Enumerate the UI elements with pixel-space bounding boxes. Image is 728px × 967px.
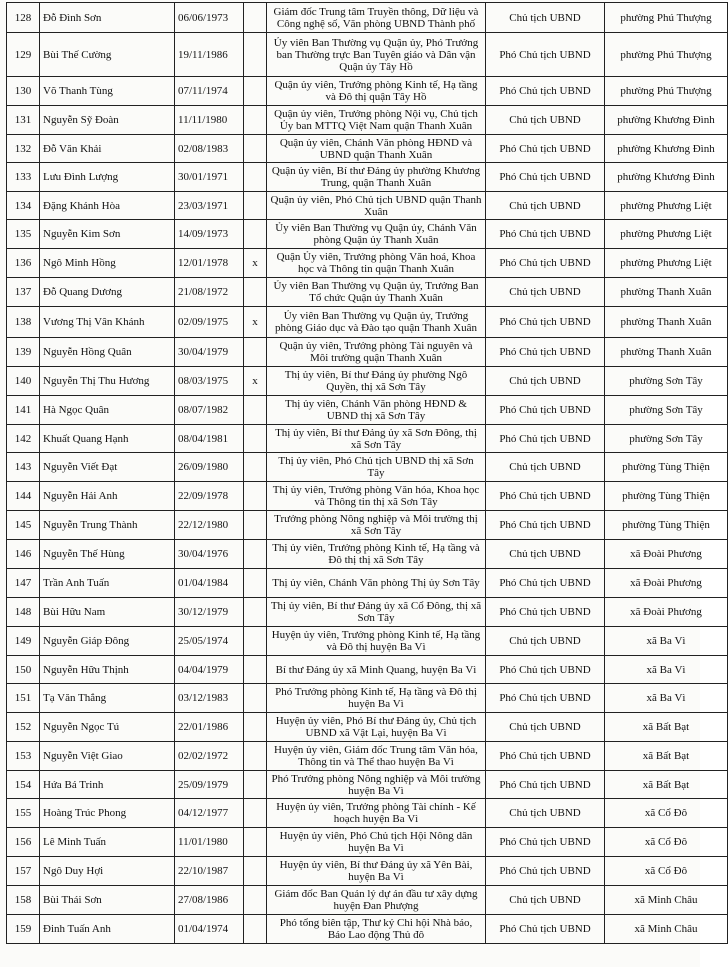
new-role-cell: Phó Chủ tịch UBND [486, 569, 605, 598]
new-unit-cell: xã Cổ Đô [605, 828, 728, 857]
new-role-cell: Chủ tịch UBND [486, 278, 605, 307]
current-position-cell: Ủy viên Ban Thường vụ Quận ủy, Chánh Văn phòng Quận ủy Thanh Xuân [267, 220, 486, 249]
female-mark-cell: x [244, 307, 267, 338]
current-position-cell: Huyện ủy viên, Trưởng phòng Kinh tế, Hạ tầng và Đô thị huyện Ba Vì [267, 627, 486, 656]
table-row [7, 135, 728, 163]
row-number-cell: 156 [7, 828, 40, 857]
female-mark-cell [244, 425, 267, 453]
row-number-cell: 152 [7, 713, 40, 742]
new-role-cell: Chủ tịch UBND [486, 713, 605, 742]
new-role-cell: Phó Chủ tịch UBND [486, 33, 605, 77]
row-number-cell: 145 [7, 511, 40, 540]
female-mark-cell [244, 540, 267, 569]
name-cell: Lưu Đình Lượng [40, 163, 175, 192]
new-role-cell: Chủ tịch UBND [486, 799, 605, 828]
new-role-cell: Phó Chủ tịch UBND [486, 511, 605, 540]
current-position-cell: Thị ủy viên, Bí thư Đảng ủy xã Cổ Đông, thị xã Sơn Tây [267, 598, 486, 627]
table-row [7, 3, 728, 33]
row-number-cell: 135 [7, 220, 40, 249]
birth-date-cell: 02/02/1972 [175, 742, 244, 771]
row-number-cell: 139 [7, 338, 40, 367]
table-row [7, 220, 728, 249]
new-unit-cell: xã Đoài Phương [605, 540, 728, 569]
table-row [7, 799, 728, 828]
new-role-cell: Chủ tịch UBND [486, 453, 605, 482]
name-cell: Bùi Hữu Nam [40, 598, 175, 627]
current-position-cell: Quận ủy viên, Chánh Văn phòng HĐND và UBND quận Thanh Xuân [267, 135, 486, 163]
female-mark-cell [244, 453, 267, 482]
female-mark-cell [244, 656, 267, 684]
table-row [7, 338, 728, 367]
birth-date-cell: 08/03/1975 [175, 367, 244, 396]
birth-date-cell: 30/04/1976 [175, 540, 244, 569]
current-position-cell: Giám đốc Ban Quản lý dự án đầu tư xây dựng huyện Đan Phượng [267, 886, 486, 915]
row-number-cell: 134 [7, 192, 40, 220]
female-mark-cell [244, 857, 267, 886]
new-unit-cell: phường Sơn Tây [605, 367, 728, 396]
current-position-cell: Quận ủy viên, Trưởng phòng Tài nguyên và Môi trường quận Thanh Xuân [267, 338, 486, 367]
new-unit-cell: xã Bất Bạt [605, 713, 728, 742]
table-row [7, 453, 728, 482]
name-cell: Đặng Khánh Hòa [40, 192, 175, 220]
row-number-cell: 154 [7, 771, 40, 799]
birth-date-cell: 21/08/1972 [175, 278, 244, 307]
current-position-cell: Huyện ủy viên, Trưởng phòng Tài chính - Kế hoạch huyện Ba Vì [267, 799, 486, 828]
birth-date-cell: 25/05/1974 [175, 627, 244, 656]
new-role-cell: Chủ tịch UBND [486, 367, 605, 396]
female-mark-cell [244, 338, 267, 367]
row-number-cell: 136 [7, 249, 40, 278]
female-mark-cell [244, 135, 267, 163]
female-mark-cell [244, 482, 267, 511]
current-position-cell: Thị ủy viên, Bí thư Đảng ủy xã Sơn Đông, thị xã Sơn Tây [267, 425, 486, 453]
row-number-cell: 159 [7, 915, 40, 944]
birth-date-cell: 02/09/1975 [175, 307, 244, 338]
current-position-cell: Thị ủy viên, Bí thư Đảng ủy phường Ngô Quyền, thị xã Sơn Tây [267, 367, 486, 396]
birth-date-cell: 23/03/1971 [175, 192, 244, 220]
female-mark-cell [244, 396, 267, 425]
table-row [7, 307, 728, 338]
current-position-cell: Phó Trưởng phòng Kinh tế, Hạ tầng và Đô thị huyện Ba Vì [267, 684, 486, 713]
new-role-cell: Chủ tịch UBND [486, 627, 605, 656]
current-position-cell: Huyện ủy viên, Phó Bí thư Đảng ủy, Chủ tịch UBND xã Vật Lại, huyện Ba Vì [267, 713, 486, 742]
name-cell: Đỗ Văn Khải [40, 135, 175, 163]
female-mark-cell [244, 915, 267, 944]
name-cell: Đỗ Đình Sơn [40, 3, 175, 33]
name-cell: Hứa Bá Trinh [40, 771, 175, 799]
birth-date-cell: 19/11/1986 [175, 33, 244, 77]
table-row [7, 771, 728, 799]
female-mark-cell [244, 598, 267, 627]
table-row [7, 163, 728, 192]
new-role-cell: Phó Chủ tịch UBND [486, 396, 605, 425]
new-unit-cell: phường Thanh Xuân [605, 278, 728, 307]
table-row [7, 367, 728, 396]
table-row [7, 886, 728, 915]
birth-date-cell: 01/04/1974 [175, 915, 244, 944]
row-number-cell: 138 [7, 307, 40, 338]
row-number-cell: 140 [7, 367, 40, 396]
birth-date-cell: 22/09/1978 [175, 482, 244, 511]
new-unit-cell: xã Đoài Phương [605, 569, 728, 598]
current-position-cell: Quận ủy viên, Trưởng phòng Kinh tế, Hạ tầng và Đô thị quận Tây Hồ [267, 77, 486, 106]
name-cell: Bùi Thái Sơn [40, 886, 175, 915]
new-unit-cell: phường Phương Liệt [605, 249, 728, 278]
birth-date-cell: 30/01/1971 [175, 163, 244, 192]
row-number-cell: 151 [7, 684, 40, 713]
new-role-cell: Phó Chủ tịch UBND [486, 656, 605, 684]
row-number-cell: 153 [7, 742, 40, 771]
name-cell: Võ Thanh Tùng [40, 77, 175, 106]
female-mark-cell [244, 742, 267, 771]
birth-date-cell: 22/01/1986 [175, 713, 244, 742]
table-row [7, 828, 728, 857]
row-number-cell: 149 [7, 627, 40, 656]
new-role-cell: Phó Chủ tịch UBND [486, 307, 605, 338]
row-number-cell: 158 [7, 886, 40, 915]
name-cell: Nguyễn Viết Đạt [40, 453, 175, 482]
new-unit-cell: xã Ba Vì [605, 656, 728, 684]
new-role-cell: Chủ tịch UBND [486, 886, 605, 915]
new-unit-cell: xã Cổ Đô [605, 857, 728, 886]
female-mark-cell [244, 106, 267, 135]
name-cell: Tạ Văn Thắng [40, 684, 175, 713]
row-number-cell: 147 [7, 569, 40, 598]
table-row [7, 482, 728, 511]
row-number-cell: 131 [7, 106, 40, 135]
table-row [7, 915, 728, 944]
new-unit-cell: phường Khương Đình [605, 106, 728, 135]
birth-date-cell: 12/01/1978 [175, 249, 244, 278]
new-unit-cell: xã Bất Bạt [605, 742, 728, 771]
female-mark-cell [244, 3, 267, 33]
new-role-cell: Phó Chủ tịch UBND [486, 220, 605, 249]
female-mark-cell [244, 163, 267, 192]
current-position-cell: Thị ủy viên, Phó Chủ tịch UBND thị xã Sơn Tây [267, 453, 486, 482]
table-row [7, 569, 728, 598]
row-number-cell: 129 [7, 33, 40, 77]
table-row [7, 598, 728, 627]
birth-date-cell: 25/09/1979 [175, 771, 244, 799]
current-position-cell: Quận Ủy viên, Trưởng phòng Văn hoá, Khoa học và Thông tin quận Thanh Xuân [267, 249, 486, 278]
row-number-cell: 150 [7, 656, 40, 684]
table-body [7, 3, 728, 944]
name-cell: Nguyễn Giáp Đông [40, 627, 175, 656]
name-cell: Đinh Tuấn Anh [40, 915, 175, 944]
current-position-cell: Ủy viên Ban Thường vụ Quận ủy, Trưởng Ban Tổ chức Quận ủy Thanh Xuân [267, 278, 486, 307]
birth-date-cell: 08/04/1981 [175, 425, 244, 453]
new-unit-cell: phường Tùng Thiện [605, 453, 728, 482]
new-role-cell: Phó Chủ tịch UBND [486, 684, 605, 713]
name-cell: Trần Anh Tuấn [40, 569, 175, 598]
table-row [7, 106, 728, 135]
personnel-table [6, 2, 728, 944]
birth-date-cell: 14/09/1973 [175, 220, 244, 249]
female-mark-cell [244, 886, 267, 915]
new-unit-cell: xã Đoài Phương [605, 598, 728, 627]
current-position-cell: Quận ủy viên, Phó Chủ tịch UBND quận Thanh Xuân [267, 192, 486, 220]
current-position-cell: Thị ủy viên, Trưởng phòng Văn hóa, Khoa học và Thông tin thị xã Sơn Tây [267, 482, 486, 511]
new-unit-cell: phường Tùng Thiện [605, 482, 728, 511]
row-number-cell: 144 [7, 482, 40, 511]
current-position-cell: Giám đốc Trung tâm Truyền thông, Dữ liệu và Công nghệ số, Văn phòng UBND Thành phố [267, 3, 486, 33]
table-row [7, 713, 728, 742]
new-role-cell: Phó Chủ tịch UBND [486, 828, 605, 857]
new-role-cell: Phó Chủ tịch UBND [486, 598, 605, 627]
female-mark-cell: x [244, 367, 267, 396]
new-unit-cell: phường Phương Liệt [605, 192, 728, 220]
row-number-cell: 133 [7, 163, 40, 192]
female-mark-cell [244, 511, 267, 540]
new-unit-cell: phường Khương Đình [605, 135, 728, 163]
name-cell: Lê Minh Tuấn [40, 828, 175, 857]
current-position-cell: Ủy viên Ban Thường vụ Quận ủy, Phó Trưởng ban Thường trực Ban Tuyên giáo và Dân vận Quận ủy Tây Hồ [267, 33, 486, 77]
new-unit-cell: phường Phương Liệt [605, 220, 728, 249]
table-row [7, 684, 728, 713]
table-row [7, 278, 728, 307]
current-position-cell: Huyện ủy viên, Giám đốc Trung tâm Văn hóa, Thông tin và Thể thao huyện Ba Vì [267, 742, 486, 771]
new-unit-cell: phường Thanh Xuân [605, 338, 728, 367]
new-role-cell: Phó Chủ tịch UBND [486, 77, 605, 106]
name-cell: Nguyễn Sỹ Đoàn [40, 106, 175, 135]
current-position-cell: Phó tổng biên tập, Thư ký Chi hội Nhà báo, Báo Lao động Thủ đô [267, 915, 486, 944]
new-role-cell: Phó Chủ tịch UBND [486, 135, 605, 163]
name-cell: Nguyễn Hồng Quân [40, 338, 175, 367]
row-number-cell: 142 [7, 425, 40, 453]
row-number-cell: 148 [7, 598, 40, 627]
new-role-cell: Chủ tịch UBND [486, 106, 605, 135]
new-role-cell: Phó Chủ tịch UBND [486, 482, 605, 511]
birth-date-cell: 01/04/1984 [175, 569, 244, 598]
current-position-cell: Thị ủy viên, Chánh Văn phòng Thị ủy Sơn Tây [267, 569, 486, 598]
table-row [7, 511, 728, 540]
female-mark-cell [244, 771, 267, 799]
birth-date-cell: 08/07/1982 [175, 396, 244, 425]
female-mark-cell: x [244, 249, 267, 278]
new-role-cell: Phó Chủ tịch UBND [486, 857, 605, 886]
female-mark-cell [244, 33, 267, 77]
table-row [7, 33, 728, 77]
female-mark-cell [244, 713, 267, 742]
female-mark-cell [244, 220, 267, 249]
table-row [7, 396, 728, 425]
table-row [7, 627, 728, 656]
new-role-cell: Phó Chủ tịch UBND [486, 915, 605, 944]
table-row [7, 249, 728, 278]
new-unit-cell: xã Cổ Đô [605, 799, 728, 828]
birth-date-cell: 30/04/1979 [175, 338, 244, 367]
new-unit-cell: xã Minh Châu [605, 886, 728, 915]
new-unit-cell: xã Minh Châu [605, 915, 728, 944]
female-mark-cell [244, 684, 267, 713]
new-unit-cell: phường Tùng Thiện [605, 511, 728, 540]
new-unit-cell: phường Phú Thượng [605, 3, 728, 33]
name-cell: Nguyễn Hữu Thịnh [40, 656, 175, 684]
new-unit-cell: xã Ba Vì [605, 684, 728, 713]
new-unit-cell: phường Khương Đình [605, 163, 728, 192]
new-role-cell: Phó Chủ tịch UBND [486, 163, 605, 192]
name-cell: Bùi Thế Cường [40, 33, 175, 77]
table-row [7, 77, 728, 106]
current-position-cell: Ủy viên Ban Thường vụ Quận ủy, Trưởng phòng Giáo dục và Đào tạo quận Thanh Xuân [267, 307, 486, 338]
female-mark-cell [244, 799, 267, 828]
birth-date-cell: 30/12/1979 [175, 598, 244, 627]
new-unit-cell: phường Phú Thượng [605, 77, 728, 106]
birth-date-cell: 06/06/1973 [175, 3, 244, 33]
new-role-cell: Phó Chủ tịch UBND [486, 771, 605, 799]
birth-date-cell: 02/08/1983 [175, 135, 244, 163]
current-position-cell: Quận ủy viên, Bí thư Đảng ủy phường Khương Trung, quận Thanh Xuân [267, 163, 486, 192]
row-number-cell: 132 [7, 135, 40, 163]
birth-date-cell: 11/01/1980 [175, 828, 244, 857]
name-cell: Nguyễn Ngọc Tú [40, 713, 175, 742]
birth-date-cell: 22/12/1980 [175, 511, 244, 540]
current-position-cell: Trưởng phòng Nông nghiệp và Môi trường thị xã Sơn Tây [267, 511, 486, 540]
current-position-cell: Bí thư Đảng ủy xã Minh Quang, huyện Ba Vì [267, 656, 486, 684]
female-mark-cell [244, 627, 267, 656]
row-number-cell: 146 [7, 540, 40, 569]
table-row [7, 425, 728, 453]
birth-date-cell: 11/11/1980 [175, 106, 244, 135]
name-cell: Ngô Duy Hợi [40, 857, 175, 886]
new-unit-cell: xã Bất Bạt [605, 771, 728, 799]
current-position-cell: Quận ủy viên, Trưởng phòng Nội vụ, Chủ tịch Ủy ban MTTQ Việt Nam quận Thanh Xuân [267, 106, 486, 135]
name-cell: Nguyễn Hải Anh [40, 482, 175, 511]
new-role-cell: Phó Chủ tịch UBND [486, 425, 605, 453]
new-role-cell: Phó Chủ tịch UBND [486, 249, 605, 278]
name-cell: Nguyễn Trung Thành [40, 511, 175, 540]
current-position-cell: Huyện ủy viên, Phó Chủ tịch Hội Nông dân huyện Ba Vì [267, 828, 486, 857]
current-position-cell: Thị ủy viên, Trưởng phòng Kinh tế, Hạ tầng và Đô thị thị xã Sơn Tây [267, 540, 486, 569]
new-role-cell: Chủ tịch UBND [486, 3, 605, 33]
female-mark-cell [244, 77, 267, 106]
row-number-cell: 141 [7, 396, 40, 425]
name-cell: Vương Thị Vân Khánh [40, 307, 175, 338]
table-row [7, 742, 728, 771]
new-unit-cell: phường Sơn Tây [605, 425, 728, 453]
new-unit-cell: phường Thanh Xuân [605, 307, 728, 338]
birth-date-cell: 04/12/1977 [175, 799, 244, 828]
name-cell: Hoàng Trúc Phong [40, 799, 175, 828]
birth-date-cell: 03/12/1983 [175, 684, 244, 713]
name-cell: Nguyễn Kim Sơn [40, 220, 175, 249]
new-role-cell: Phó Chủ tịch UBND [486, 742, 605, 771]
name-cell: Nguyễn Thế Hùng [40, 540, 175, 569]
name-cell: Nguyễn Thị Thu Hương [40, 367, 175, 396]
new-unit-cell: phường Phú Thượng [605, 33, 728, 77]
table-row [7, 540, 728, 569]
name-cell: Khuất Quang Hạnh [40, 425, 175, 453]
table-row [7, 857, 728, 886]
name-cell: Đỗ Quang Dương [40, 278, 175, 307]
birth-date-cell: 07/11/1974 [175, 77, 244, 106]
table-row [7, 656, 728, 684]
birth-date-cell: 22/10/1987 [175, 857, 244, 886]
birth-date-cell: 26/09/1980 [175, 453, 244, 482]
female-mark-cell [244, 828, 267, 857]
current-position-cell: Phó Trưởng phòng Nông nghiệp và Môi trường huyện Ba Vì [267, 771, 486, 799]
name-cell: Hà Ngọc Quân [40, 396, 175, 425]
row-number-cell: 130 [7, 77, 40, 106]
row-number-cell: 143 [7, 453, 40, 482]
female-mark-cell [244, 278, 267, 307]
birth-date-cell: 27/08/1986 [175, 886, 244, 915]
female-mark-cell [244, 192, 267, 220]
row-number-cell: 128 [7, 3, 40, 33]
name-cell: Nguyễn Việt Giao [40, 742, 175, 771]
birth-date-cell: 04/04/1979 [175, 656, 244, 684]
name-cell: Ngô Minh Hồng [40, 249, 175, 278]
new-unit-cell: phường Sơn Tây [605, 396, 728, 425]
row-number-cell: 155 [7, 799, 40, 828]
new-unit-cell: xã Ba Vì [605, 627, 728, 656]
new-role-cell: Chủ tịch UBND [486, 192, 605, 220]
row-number-cell: 157 [7, 857, 40, 886]
current-position-cell: Thị ủy viên, Chánh Văn phòng HĐND & UBND thị xã Sơn Tây [267, 396, 486, 425]
row-number-cell: 137 [7, 278, 40, 307]
table-row [7, 192, 728, 220]
current-position-cell: Huyện ủy viên, Bí thư Đảng ủy xã Yên Bài, huyện Ba Vì [267, 857, 486, 886]
new-role-cell: Phó Chủ tịch UBND [486, 338, 605, 367]
female-mark-cell [244, 569, 267, 598]
new-role-cell: Chủ tịch UBND [486, 540, 605, 569]
